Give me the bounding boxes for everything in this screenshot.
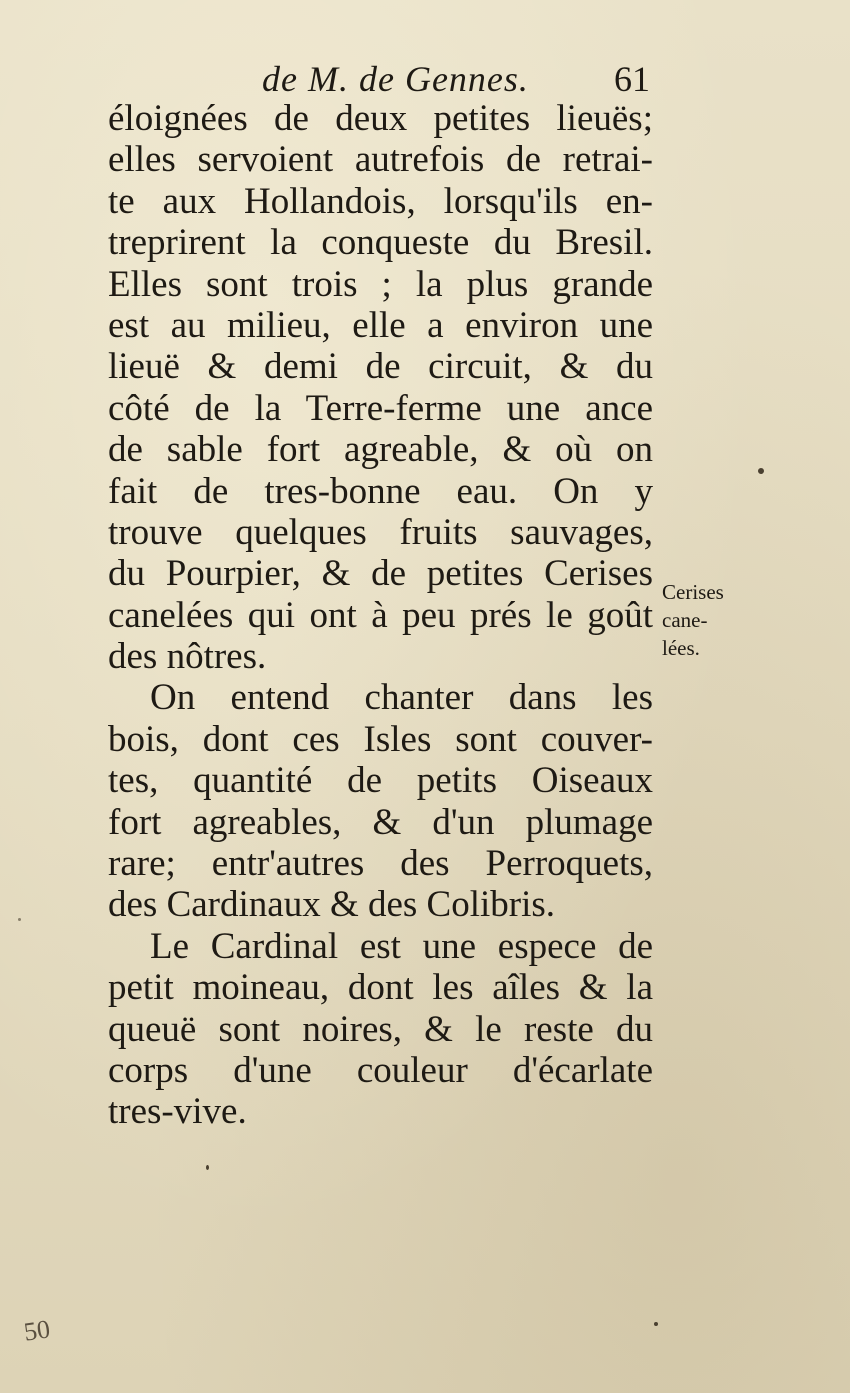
text-line: corps d'une couleur d'écarlate — [108, 1049, 653, 1091]
ink-speck — [758, 468, 764, 474]
text-line: trouve quelques fruits sauvages, — [108, 511, 653, 553]
running-head: de M. de Gennes. — [262, 59, 529, 99]
folio-mark: 50 — [22, 1314, 52, 1347]
text-line: tes, quantité de petits Oiseaux — [108, 760, 653, 802]
text-line: des nôtres. — [108, 636, 267, 678]
text-line: est au milieu, elle a environ une — [108, 304, 653, 346]
margin-note — [662, 578, 724, 662]
text-line: bois, dont ces Isles sont couver- — [108, 718, 653, 760]
text-line: Elles sont trois ; la plus grande — [108, 263, 653, 305]
paragraph-start-line: Le Cardinal est une espece de — [150, 925, 653, 967]
page-number: 61 — [614, 59, 650, 99]
text-line: lieuë & demi de circuit, & du — [108, 346, 653, 388]
text-line: de sable fort agreable, & où on — [108, 429, 653, 471]
text-line: des Cardinaux & des Colibris. — [108, 884, 556, 926]
text-line: du Pourpier, & de petites Cerises — [108, 553, 653, 595]
ink-speck — [206, 1165, 209, 1170]
margin-note-line: cane- — [662, 608, 708, 632]
text-line: côté de la Terre-ferme une ance — [108, 387, 653, 429]
text-line: canelées qui ont à peu prés le goût — [108, 594, 653, 636]
text-line: fait de tres-bonne eau. On y — [108, 470, 653, 512]
margin-note-line: Cerises — [662, 580, 724, 604]
text-line: queuë sont noires, & le reste du — [108, 1008, 653, 1050]
text-line: te aux Hollandois, lorsqu'ils en- — [108, 180, 653, 222]
body-text — [108, 98, 653, 1133]
text-line: elles servoient autrefois de retrai- — [108, 139, 653, 181]
ink-speck — [654, 1322, 658, 1326]
paragraph-start-line: On entend chanter dans les — [150, 677, 653, 719]
ink-speck — [18, 918, 21, 921]
text-line: rare; entr'autres des Perroquets, — [108, 843, 653, 885]
text-line: petit moineau, dont les aîles & la — [108, 967, 653, 1009]
text-line: treprirent la conqueste du Bresil. — [108, 222, 653, 264]
margin-note-line: lées. — [662, 636, 700, 660]
text-line: fort agreables, & d'un plumage — [108, 801, 653, 843]
text-line: éloignées de deux petites lieuës; — [108, 98, 653, 139]
text-line: tres-vive. — [108, 1091, 247, 1133]
